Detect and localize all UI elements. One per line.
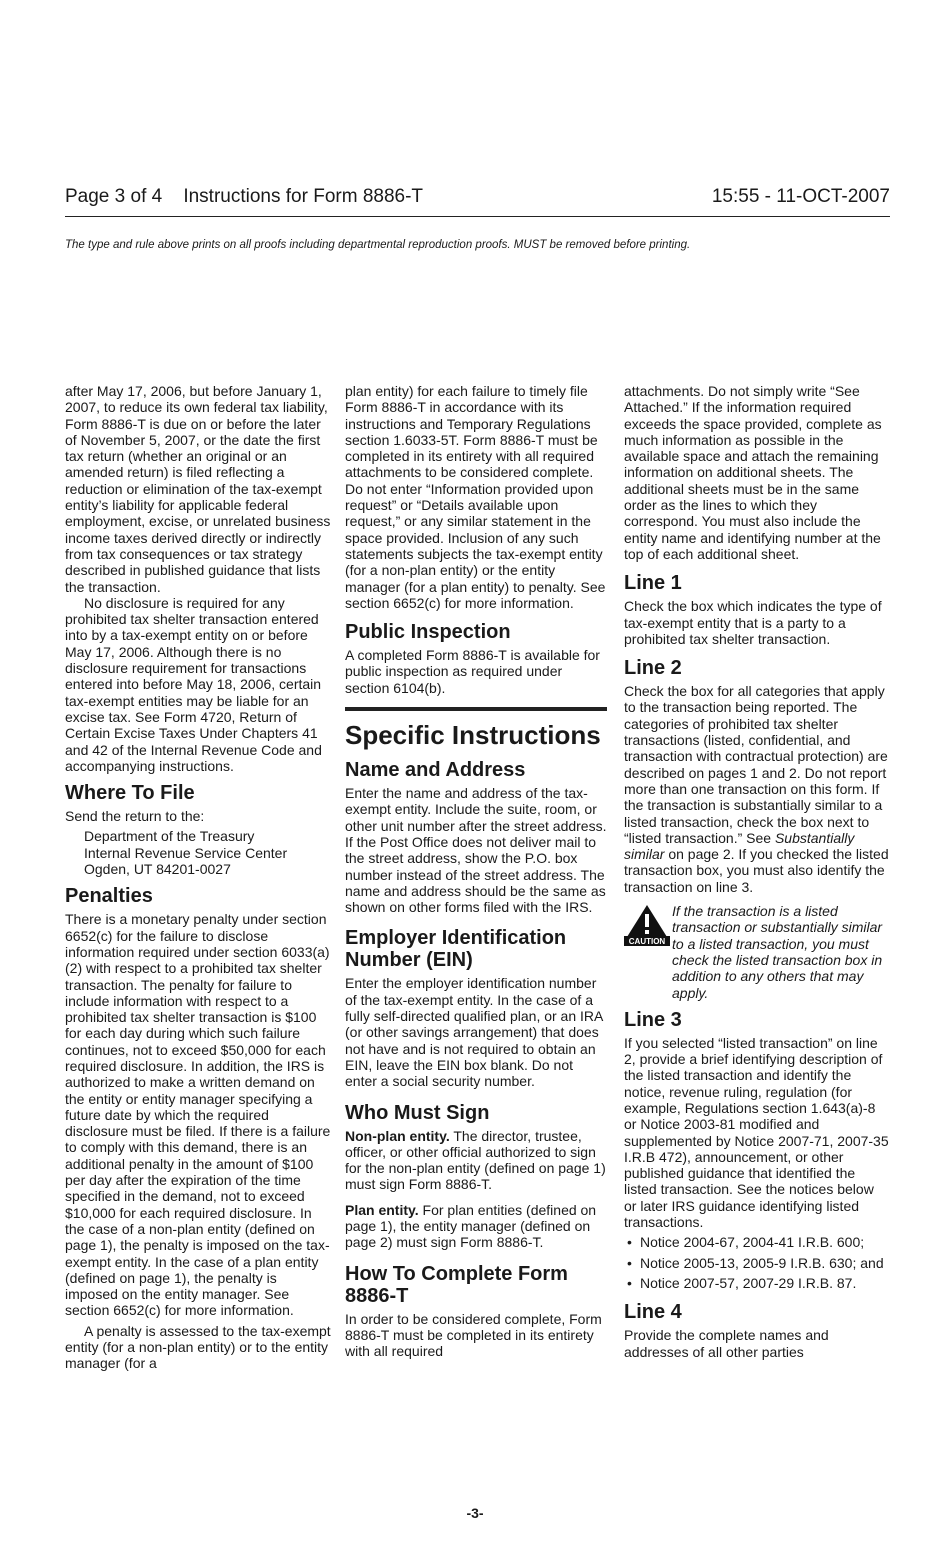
caution-text: If the transaction is a listed transaction or substantially similar to a listed transaction, you must check the listed transaction box in addition to any others that may apply. <box>672 903 883 1001</box>
section-heading-where-to-file: Where To File <box>65 782 195 805</box>
paragraph: If you selected “listed transaction” on line 2, provide a brief identifying description of the listed transaction and identify the notice, revenue ruling, regulation (for example, Regulations section 1.643(a)-8 or Notice 2003-81 modified and supplemented by Notice 2007-71, 2007-35 I.R.B 472), announcement, or other published guidance that identified the listed transaction. See the notices below or later IRS guidance identifying listed transactions. <box>624 1034 889 1231</box>
section-heading-line-1: Line 1 <box>624 572 682 595</box>
paragraph: plan entity) for each failure to timely file Form 8886-T in accordance with its instructions and Temporary Regulations section 1.6033-5T. Form 8886-T must be completed in its entirety with all required attachments to be considered complete. Do not enter “Information provided upon request” or “Details available upon request,” or any similar statement in the space provided. Inclusion of any such statements subjects the tax-exempt entity (for a non-plan entity) or the entity manager (for a plan entity) to penalty. See section 6652(c) for more information. <box>345 383 606 611</box>
section-heading-line-4: Line 4 <box>624 1301 682 1324</box>
run-in-heading: Non-plan entity. <box>345 1127 450 1144</box>
paragraph: Check the box which indicates the type of tax-exempt entity that is a party to a prohibited tax shelter transaction. <box>624 598 882 647</box>
column-1 <box>65 383 333 1372</box>
paragraph <box>624 683 890 895</box>
spacer <box>345 1193 607 1202</box>
document-title: Instructions for Form 8886-T <box>183 186 424 207</box>
proof-timestamp: 15:55 - 11-OCT-2007 <box>711 186 890 207</box>
column-2 <box>345 383 607 1359</box>
paragraph: after May 17, 2006, but before January 1, 2007, to reduce its own federal tax liability, Form 8886-T is due on or before the later of November 5, 2007, or the date the first tax return (whether an original or an amended return) is filed reflecting a reduction or elimination of the tax-exempt entity’s liability for applicable federal employment, excise, or unrelated business income taxes derived directly or indirectly from tax consequences or tax strategy described in published guidance that lists the transaction. <box>65 383 331 595</box>
section-heading-specific-instructions: Specific Instructions <box>345 720 601 751</box>
paragraph: A penalty is assessed to the tax-exempt entity (for a non-plan entity) or to the entity manager (for a <box>65 1322 331 1372</box>
section-heading-name-and-address: Name and Address <box>345 759 526 782</box>
caution-label: CAUTION <box>628 937 666 947</box>
header-left <box>65 186 423 208</box>
paragraph-non-plan <box>345 1128 607 1193</box>
column-3 <box>624 383 890 1360</box>
paragraph-plan <box>345 1202 607 1251</box>
list-item: • Notice 2004-67, 2004-41 I.R.B. 600; <box>624 1234 890 1250</box>
section-heading-penalties: Penalties <box>65 885 153 908</box>
paragraph: Enter the employer identification number of the tax-exempt entity. In the case of a fully self-directed qualified plan, or an IRA (or other savings arrangement) that does not have and is not required to obtain an EIN, leave the EIN box blank. Do not enter a social security number. <box>345 975 603 1090</box>
caution-icon <box>624 903 672 950</box>
list-item: • Notice 2005-13, 2005-9 I.R.B. 630; and <box>624 1255 890 1271</box>
address-line: Internal Revenue Service Center <box>84 844 288 861</box>
caution-note <box>624 903 890 1001</box>
paragraph: There is a monetary penalty under section 6652(c) for the failure to disclose information required under section 6033(a)(2) with respect to a prohibited tax shelter transaction. The penalty for failure to include information with respect to a prohibited tax shelter transaction is $100 for each day during which such failure continues, not to exceed $50,000 for each required disclosure. In addition, the IRS is authorized to make a written demand on the entity or entity manager specifying a future date by which the required disclosure must be filed. If there is a failure to comply with this demand, there is an additional penalty in the amount of $100 per day after the expiration of the time specified in the demand, not to exceed $10,000 for each required disclosure. In the case of a non-plan entity (defined on page 1), the penalty is imposed on the tax-exempt entity. In the case of a plan entity (defined on page 1), the penalty is imposed on the entity manager. See section 6652(c) for more information. <box>65 911 331 1319</box>
paragraph: No disclosure is required for any prohibited tax shelter transaction entered into by a tax-exempt entity on or before May 17, 2006. Although there is no disclosure requirement for transactions entered into before May 18, 2006, certain tax-exempt entities may be liable for an excise tax. See Form 4720, Return of Certain Excise Taxes Under Chapters 41 and 42 of the Internal Revenue Code and accompanying instructions. <box>65 594 322 774</box>
paragraph: attachments. Do not simply write “See Attached.” If the information required exceeds the space provided, complete as much information as possible in the available space and attach the remaining information on additional sheets. The additional sheets must be in the same order as the lines to which they correspond. You must also include the entity name and identifying number at the top of each additional sheet. <box>624 383 882 562</box>
paragraph: In order to be considered complete, Form 8886-T must be completed in its entirety with all required <box>345 1310 602 1360</box>
paragraph-text: Check the box for all categories that apply to the transaction being reported. The categories of prohibited tax shelter transactions (listed, confidential, and transaction with contractual protection) are described on pages 1 and 2. Do not report more than one transaction on this form. If the transaction is substantially similar to a listed transaction, check the box next to “listed transaction.” See <box>624 683 888 846</box>
paragraph: Send the return to the: <box>65 808 205 825</box>
section-divider <box>345 707 607 711</box>
section-heading-line-2: Line 2 <box>624 657 682 680</box>
paragraph-text: For plan entities (defined on page 1), the entity manager (defined on page 2) must sign Form 8886-T. <box>345 1201 597 1251</box>
address-line: Department of the Treasury <box>84 828 255 845</box>
notice-list <box>624 1234 890 1291</box>
list-item: • Notice 2007-57, 2007-29 I.R.B. 87. <box>624 1275 890 1291</box>
paragraph: A completed Form 8886-T is available for public inspection as required under section 6104(b). <box>345 647 600 696</box>
page-indicator: Page 3 of 4 <box>65 186 163 207</box>
section-heading-public-inspection: Public Inspection <box>345 621 511 644</box>
paragraph: Provide the complete names and addresses of all other parties <box>624 1327 829 1360</box>
paragraph-text-italic: Substantially similar <box>624 829 855 863</box>
section-heading-who-must-sign: Who Must Sign <box>345 1101 490 1124</box>
section-heading-how-to-complete: How To Complete Form 8886-T <box>345 1262 568 1307</box>
address-line: Ogden, UT 84201-0027 <box>84 861 231 878</box>
paragraph-text: on page 2. If you checked the listed transaction box, you must also identify the transaction on line 3. <box>624 846 889 895</box>
section-heading-ein: Employer Identification Number (EIN) <box>345 927 567 972</box>
mailing-address <box>84 828 333 877</box>
page-number: -3- <box>466 1505 484 1521</box>
section-heading-line-3: Line 3 <box>624 1008 682 1031</box>
run-in-heading: Plan entity. <box>345 1201 419 1218</box>
proof-notice: The type and rule above prints on all proofs including departmental reproduction proofs. MUST be removed before printing. <box>65 239 691 251</box>
paragraph-text: The director, trustee, officer, or other official authorized to sign for the non-plan entity (defined on page 1) must sign Form 8886-T. <box>345 1127 606 1193</box>
header-rule <box>65 216 890 217</box>
paragraph: Enter the name and address of the tax-exempt entity. Include the suite, room, or other unit number after the street address. If the Post Office does not deliver mail to the street address, show the P.O. box number instead of the street address. The name and address should be the same as shown on other forms filed with the IRS. <box>345 785 607 916</box>
